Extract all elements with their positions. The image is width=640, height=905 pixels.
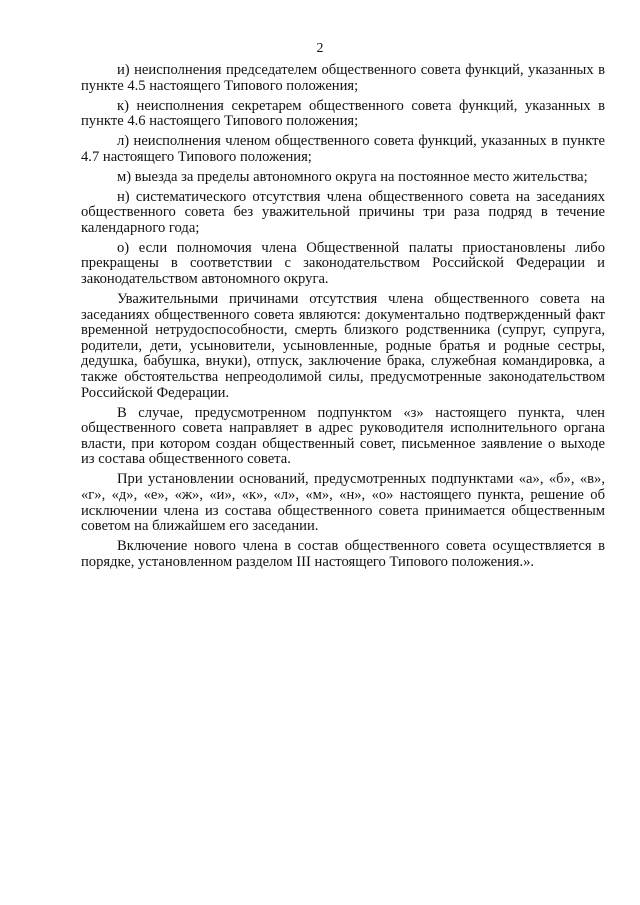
paragraph-item-i: и) неисполнения председателем общественного совета функций, указанных в пункте 4.5 настоящего Типового положения;: [81, 62, 605, 94]
document-body: [81, 63, 605, 570]
paragraph-item-k: к) неисполнения секретарем общественного совета функций, указанных в пункте 4.6 настоящего Типового положения;: [81, 97, 605, 130]
paragraph-item-l: л) неисполнения членом общественного совета функций, указанных в пункте 4.7 настоящего Типового положения;: [81, 133, 605, 165]
page-number: 2: [316, 41, 324, 56]
paragraph-item-m: м) выезда за пределы автономного округа на постоянное место жительства;: [117, 168, 588, 185]
paragraph-item-o: о) если полномочия члена Общественной палаты приостановлены либо прекращены в соответствии с законодательством Российской Федерации и законодательством автономного округа.: [81, 239, 605, 288]
paragraph-new-member: Включение нового члена в состав общественного совета осуществляется в порядке, установленном разделом III настоящего Типового положения.».: [81, 538, 605, 570]
paragraph-written-statement: В случае, предусмотренном подпунктом «з» настоящего пункта, член общественного совета направляет в адрес руководителя исполнительного органа власти, при котором создан общественный совет, письменное заявление о выходе из состава общественного совета.: [81, 404, 605, 468]
paragraph-item-n: н) систематического отсутствия члена общественного совета на заседаниях общественного совета без уважительной причины три раза подряд в течение календарного года;: [81, 188, 605, 236]
paragraph-valid-reasons: Уважительными причинами отсутствия члена общественного совета на заседаниях общественного совета являются: документально подтвержденный факт временной нетрудоспособности, смерть близкого родственника (супруг, супруга, родители, дети, усыновители, усыновленные, родные братья и родные сестры, дедушка, бабушка, внуки), отпуск, заключение брака, служебная командировка, а также обстоятельства непреодолимой силы, предусмотренные законодательством Российской Федерации.: [81, 291, 605, 401]
paragraph-exclusion-decision: При установлении оснований, предусмотренных подпунктами «а», «б», «в», «г», «д», «е», «ж», «и», «к», «л», «м», «н», «о» настоящего пункта, решение об исключении члена из состава общественного совета принимается общественным советом на ближайшем его заседании.: [81, 471, 605, 535]
